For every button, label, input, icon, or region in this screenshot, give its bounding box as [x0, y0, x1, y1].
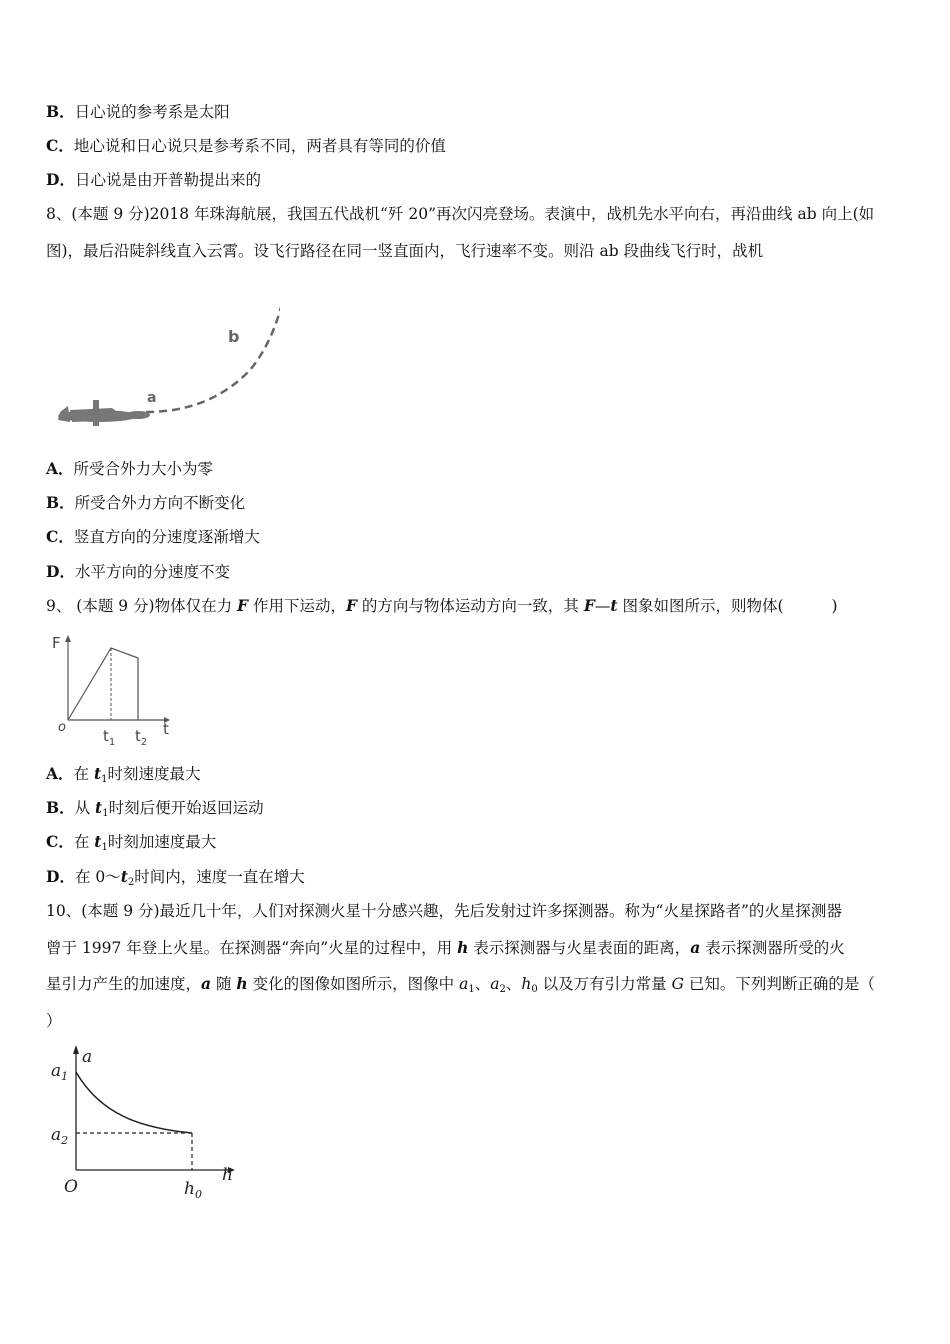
flight-path-curve [146, 275, 280, 412]
force-line [68, 648, 138, 720]
q10-stem-line4: ） [46, 1012, 62, 1030]
q8-fighter-path-figure [50, 270, 280, 440]
q10-acceleration-height-graph [46, 1040, 246, 1205]
t-axis-label: t [163, 720, 169, 738]
a-axis-arrow [73, 1045, 79, 1054]
q8-option-d: D．水平方向的分速度不变 [46, 562, 230, 581]
q7-option-c: C．地心说和日心说只是参考系不同，两者具有等同的价值 [46, 136, 446, 155]
f-axis-label: F [52, 634, 61, 652]
h-axis-label: h [222, 1165, 233, 1185]
t1-label: $t_1$ [103, 727, 116, 748]
q10-stem-line1: 10、(本题 9 分)最近几十年，人们对探测火星十分感兴趣，先后发射过许多探测器。称为“火星探路者”的火星探测器 [46, 902, 842, 920]
q9-force-time-graph [46, 628, 186, 752]
q9-stem: 9、 (本题 9 分)物体仅在力 F 作用下运动，F 的方向与物体运动方向一致，其 F—t 图象如图所示，则物体( ) [46, 596, 838, 615]
origin-label: o [58, 720, 66, 735]
point-a-label: a [147, 390, 157, 406]
q8-stem-line2: 图)，最后沿陡斜线直入云霄。设飞行路径在同一竖直面内，飞行速率不变。则沿 ab 段曲线飞行时，战机 [46, 242, 764, 260]
point-b-label: b [228, 327, 240, 346]
h0-label: $h_0$ [184, 1179, 202, 1201]
q8-option-a: A．所受合外力大小为零 [46, 459, 214, 478]
q9-option-b: B．从 $t_1$时刻后便开始返回运动 [46, 798, 264, 819]
fighter-jet-image [58, 400, 150, 426]
q9-option-d: D．在 $0\sim t_2$时间内，速度一直在增大 [46, 867, 305, 888]
q8-option-b: B．所受合外力方向不断变化 [46, 493, 246, 512]
a2-label: $a_2$ [51, 1125, 69, 1147]
a1-label: $a_1$ [51, 1061, 69, 1083]
t2-label: $t_2$ [135, 727, 148, 748]
q7-option-d: D．日心说是由开普勒提出来的 [46, 170, 261, 189]
q10-stem-line3: 星引力产生的加速度，a 随 h 变化的图像如图所示，图像中 $a_1$、$a_2$、$h_0$ 以及万有引力常量 G 已知。下列判断正确的是（ [46, 974, 875, 995]
q9-option-c: C．在 $t_1$时刻加速度最大 [46, 832, 217, 853]
a-axis-label: a [82, 1047, 93, 1067]
origin-label: O [64, 1177, 78, 1197]
q8-stem-line1: 8、(本题 9 分)2018 年珠海航展，我国五代战机“歼 20”再次闪亮登场。表演中，战机先水平向右，再沿曲线 ab 向上(如 [46, 205, 875, 223]
q9-option-a: A．在 $t_1$时刻速度最大 [46, 764, 201, 785]
q10-stem-line2: 曾于 1997 年登上火星。在探测器“奔向”火星的过程中，用 h 表示探测器与火星表面的距离，a 表示探测器所受的火 [46, 938, 845, 957]
q8-option-c: C．竖直方向的分速度逐渐增大 [46, 527, 260, 546]
f-axis-arrow [65, 635, 71, 642]
acceleration-curve [76, 1072, 192, 1133]
q7-option-b: B．日心说的参考系是太阳 [46, 102, 230, 121]
